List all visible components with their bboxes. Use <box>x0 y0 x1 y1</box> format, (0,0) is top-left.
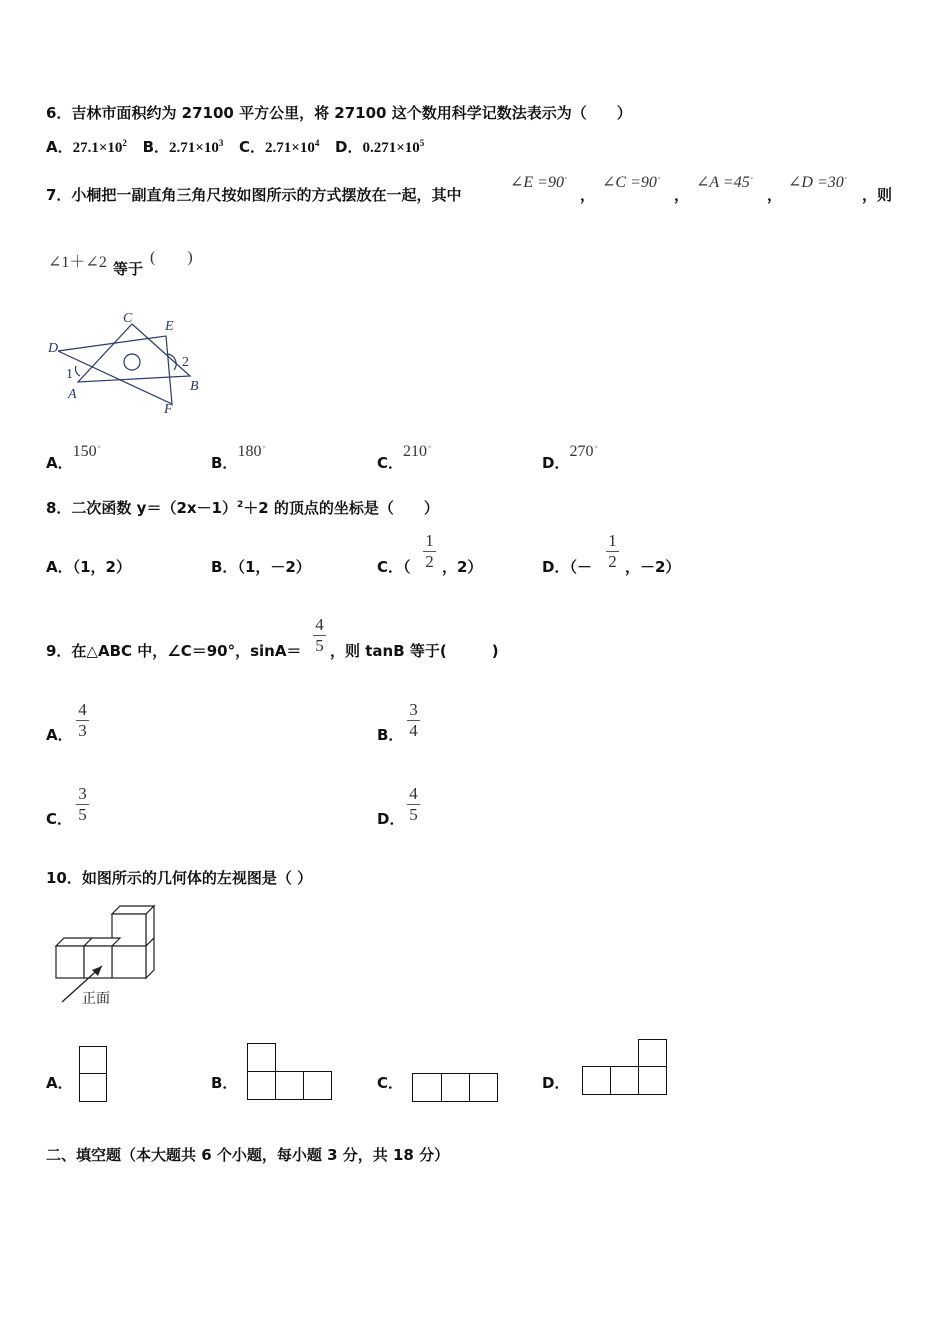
q8-option-c-rest: ，2） <box>442 558 483 576</box>
q10-stem: 10．如图所示的几何体的左视图是（ ） <box>46 869 313 887</box>
label-a: A <box>68 387 77 402</box>
q9-stem-pre: 9．在△ABC 中，∠C＝90°，sinA＝ <box>46 642 302 660</box>
q8-option-d-rest: ，－2） <box>625 558 681 576</box>
label-e: E <box>165 319 174 334</box>
q7-stem: 7．小桐把一副直角三角尺按如图所示的方式摆放在一起，其中 <box>46 186 462 204</box>
q8-option-b[interactable]: B．（1，－2） <box>211 558 311 576</box>
q7-then: ，则 <box>862 186 893 204</box>
label-d: D <box>48 341 59 356</box>
q6-option-b[interactable]: B．$2.71\times 10^3$ <box>142 138 224 156</box>
label-f: F <box>164 402 173 417</box>
q6-option-c[interactable]: C．$2.71\times 10^4$ <box>239 138 320 156</box>
q9-option-c-fraction: 3 5 <box>76 784 89 825</box>
q7-equals: 等于 <box>113 260 144 278</box>
q6-stem: 6．吉林市面积约为 27100 平方公里，将 27100 这个数用科学记数法表示为（ ） <box>46 104 632 122</box>
angle-1-arc <box>75 366 80 376</box>
q7-expression: ∠1＋∠2 <box>48 254 107 271</box>
q7-sep-3: ， <box>767 186 783 204</box>
q10-option-a[interactable]: A． <box>46 1074 73 1092</box>
q8-stem: 8．二次函数 $y=(2x-1)^2+2$ 的顶点的坐标是（ ） <box>46 499 439 517</box>
q9-stem-post: ，则 tanB 等于( ) <box>330 642 499 660</box>
q9-option-c[interactable]: C． <box>46 810 73 828</box>
q7-sep-2: ， <box>674 186 690 204</box>
front-label: 正面 <box>82 991 110 1007</box>
q8-option-c-fraction: 1 2 <box>423 531 436 572</box>
q7-angle-e: ∠E =90∘ <box>510 173 568 191</box>
q8-option-d-label[interactable]: D．（－ <box>542 558 592 576</box>
q10-option-c-view[interactable] <box>412 1073 498 1102</box>
q10-option-d[interactable]: D． <box>542 1074 570 1092</box>
q7-paren: ( ) <box>150 249 193 266</box>
q7-sep-1: ， <box>580 186 596 204</box>
q7-angle-c: ∠C =90∘ <box>602 173 661 191</box>
q8-option-a[interactable]: A．（1，2） <box>46 558 131 576</box>
q7-option-d[interactable]: D．270∘ <box>542 442 599 472</box>
q10-solid-figure <box>50 902 170 1012</box>
q7-option-a[interactable]: A．150∘ <box>46 442 102 472</box>
section-2-title: 二、填空题（本大题共 6 个小题，每小题 3 分，共 18 分） <box>46 1146 450 1164</box>
q9-option-d-fraction: 4 5 <box>407 784 420 825</box>
q9-option-d[interactable]: D． <box>377 810 405 828</box>
q6-option-a[interactable]: A．$27.1\times 10^2$ <box>46 138 127 156</box>
q7-triangle-figure <box>44 306 214 418</box>
q7-angle-d: ∠D =30∘ <box>788 173 848 191</box>
q9-option-b[interactable]: B． <box>377 726 404 744</box>
q9-option-b-fraction: 3 4 <box>407 700 420 741</box>
q7-option-b[interactable]: B．180∘ <box>211 442 267 472</box>
center-circle <box>124 354 140 370</box>
q7-angle-a: ∠A =45∘ <box>696 173 754 191</box>
q10-option-c[interactable]: C． <box>377 1074 404 1092</box>
label-c: C <box>123 311 133 326</box>
q8-option-c-label[interactable]: C．（ <box>377 558 411 576</box>
q9-option-a-fraction: 4 3 <box>76 700 89 741</box>
label-b: B <box>190 379 199 394</box>
q10-option-b-view[interactable] <box>247 1043 332 1100</box>
q10-option-a-view[interactable] <box>79 1046 107 1102</box>
q6-option-d[interactable]: D．$0.271\times 10^5$ <box>335 138 425 156</box>
q10-option-b[interactable]: B． <box>211 1074 238 1092</box>
label-1: 1 <box>66 367 73 382</box>
q9-option-a[interactable]: A． <box>46 726 73 744</box>
q9-sina-fraction: 4 5 <box>313 615 326 656</box>
label-2: 2 <box>182 355 189 370</box>
q7-option-c[interactable]: C．210∘ <box>377 442 433 472</box>
q6-options <box>46 136 424 157</box>
q8-option-d-fraction: 1 2 <box>606 531 619 572</box>
q10-option-d-view[interactable] <box>582 1039 667 1095</box>
